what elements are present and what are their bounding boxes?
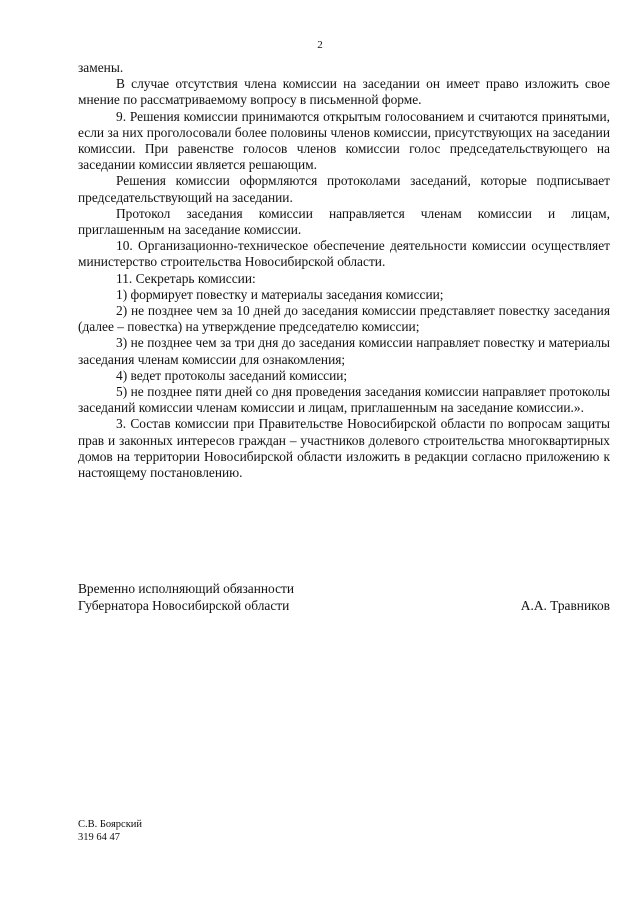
signature-block	[78, 580, 610, 614]
paragraph: Решения комиссии оформляются протоколами заседаний, которые подписывает председательствующий на заседании.	[78, 173, 610, 205]
executor-info	[78, 818, 142, 844]
paragraph: 10. Организационно-техническое обеспечение деятельности комиссии осуществляет министерство строительства Новосибирской области.	[78, 238, 610, 270]
list-item: 1) формирует повестку и материалы заседания комиссии;	[116, 286, 444, 302]
paragraph: Протокол заседания комиссии направляется членам комиссии и лицам, приглашенным на заседание комиссии.	[78, 205, 610, 238]
paragraph: замены.	[78, 60, 124, 75]
list-item: 2) не позднее чем за 10 дней до заседания комиссии представляет повестку заседания (далее – повестка) на утверждение председателю комиссии;	[78, 303, 610, 335]
signer-position-line1: Временно исполняющий обязанности	[78, 581, 295, 596]
paragraph: В случае отсутствия члена комиссии на заседании он имеет право изложить свое мнение по рассматриваемому вопросу в письменной форме.	[78, 76, 610, 108]
paragraph: 3. Состав комиссии при Правительстве Новосибирской области по вопросам защиты прав и законных интересов граждан – участников долевого строительства многоквартирных домов на территории Новосибирской области изложить в редакции согласно приложению к настоящему постановлению.	[78, 416, 610, 481]
document-body	[78, 60, 610, 481]
page-number: 2	[317, 39, 323, 51]
paragraph: 9. Решения комиссии принимаются открытым голосованием и считаются принятыми, если за них проголосовали более половины членов комиссии, присутствующих на заседании комиссии. При равенстве голосов членов комиссии голос председательствующего на заседании комиссии является решающим.	[78, 108, 610, 173]
list-item: 5) не позднее пяти дней со дня проведения заседания комиссии направляет протоколы заседаний комиссии членам комиссии и лицам, приглашенным на заседание комиссии.».	[78, 384, 610, 416]
signer-name: А.А. Травников	[520, 598, 610, 613]
executor-phone: 319 64 47	[78, 832, 120, 843]
list-item: 4) ведет протоколы заседаний комиссии;	[116, 367, 348, 383]
list-item: 3) не позднее чем за три дня до заседания комиссии направляет повестку и материалы заседания членам комиссии для ознакомления;	[78, 335, 610, 367]
signer-position-line2: Губернатора Новосибирской области	[78, 598, 290, 613]
executor-name: С.В. Боярский	[78, 819, 143, 830]
paragraph: 11. Секретарь комиссии:	[116, 270, 256, 286]
